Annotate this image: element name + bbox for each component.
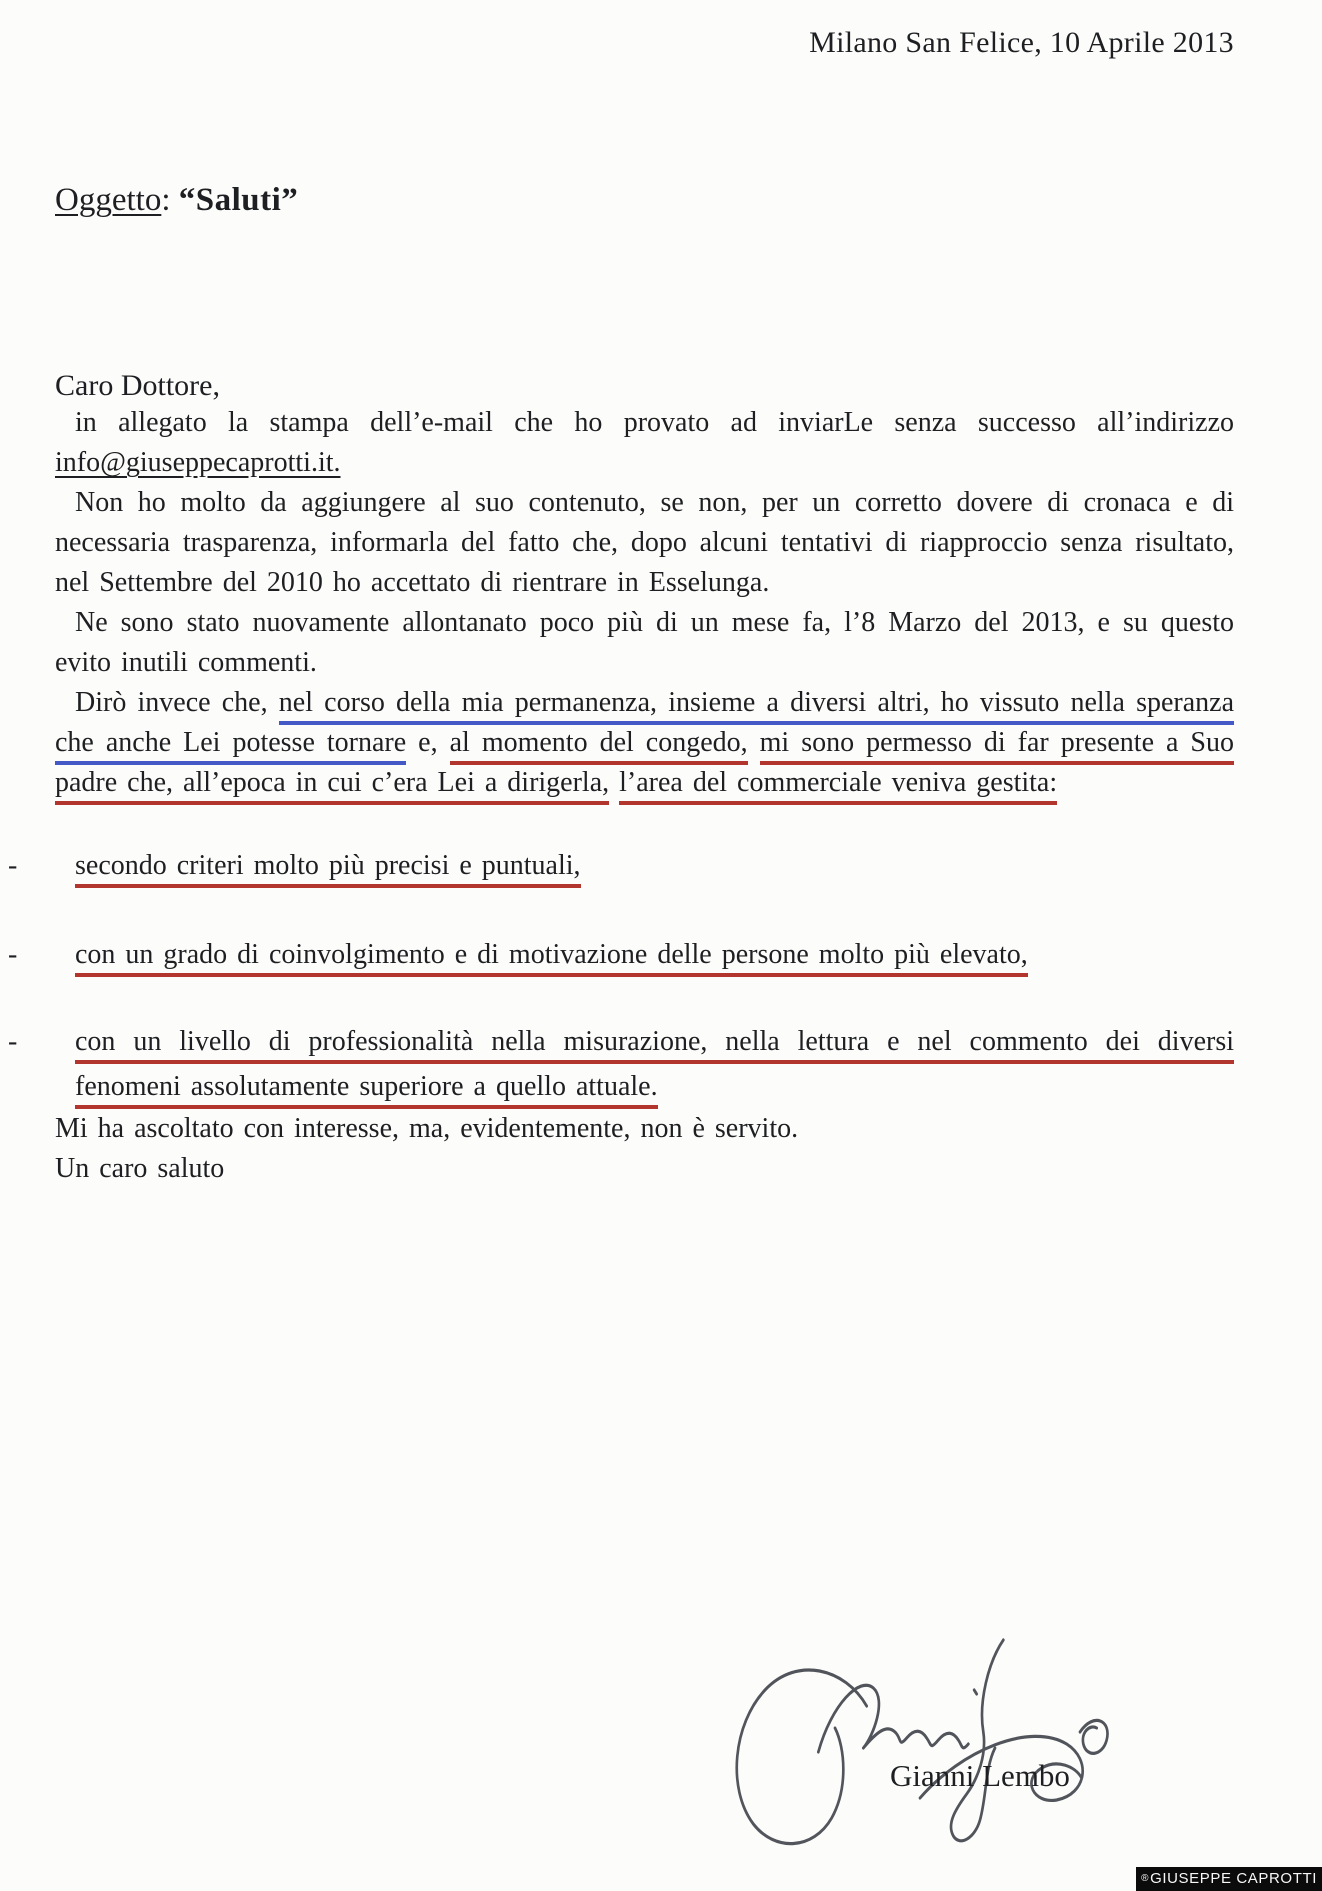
subject-label: Oggetto bbox=[55, 182, 162, 218]
watermark-badge bbox=[1136, 1867, 1322, 1891]
paragraph-attachment-text: in allegato la stampa dell’e-mail che ho provato ad inviarLe senza successo all’indirizzo bbox=[75, 407, 1234, 438]
salutation: Caro Dottore, bbox=[55, 369, 220, 402]
bullet-text-precisi: secondo criteri molto più precisi e puntuali, bbox=[75, 850, 581, 888]
remarks-plain-2: e, bbox=[406, 727, 450, 758]
watermark-text: GIUSEPPE CAPROTTI bbox=[1150, 1870, 1317, 1887]
paragraph-removal: Ne sono stato nuovamente allontanato poco più di un mese fa, l’8 Marzo del 2013, e su questo evito inutili commenti. bbox=[55, 607, 1234, 678]
remarks-space-1 bbox=[748, 727, 760, 758]
subject-separator: : bbox=[161, 182, 179, 218]
signature-scrawl-icon bbox=[720, 1628, 1120, 1863]
remarks-space-2 bbox=[609, 767, 619, 798]
remarks-red-underlined-3: l’area del commerciale veniva gestita: bbox=[619, 767, 1057, 805]
remarks-plain-1: Dirò invece che, bbox=[75, 687, 279, 718]
bullet-dash: - bbox=[8, 850, 18, 881]
bullet-item-professionalita bbox=[8, 1019, 1234, 1109]
bullet-text-professionalita: con un livello di professionalità nella misurazione, nella lettura e nel commento dei diversi fenomeni assolutamente superiore a quello attuale. bbox=[75, 1026, 1234, 1109]
signature-name: Gianni Lembo bbox=[890, 1758, 1070, 1793]
email-address: info@giuseppecaprotti.it. bbox=[55, 447, 341, 478]
bullet-dash: - bbox=[8, 939, 18, 970]
signature-area bbox=[720, 1628, 1160, 1868]
subject-value: “Saluti” bbox=[178, 182, 299, 218]
bullet-item-precisi bbox=[8, 843, 1234, 888]
paragraph-remarks bbox=[55, 683, 1234, 803]
bullet-item-coinvolgimento bbox=[8, 932, 1234, 977]
registered-mark-icon: ® bbox=[1141, 1873, 1150, 1884]
remarks-blue-underlined: nel corso della mia permanenza, insieme a diversi altri, ho vissuto nella speranza che anche Lei potesse tornare bbox=[55, 687, 1234, 765]
paragraph-attachment bbox=[55, 403, 1234, 483]
paragraph-listened: Mi ha ascoltato con interesse, ma, evidentemente, non è servito. bbox=[55, 1113, 799, 1144]
dateline: Milano San Felice, 10 Aprile 2013 bbox=[809, 26, 1234, 59]
remarks-red-underlined-1: al momento del congedo, bbox=[450, 727, 748, 765]
bullet-text-coinvolgimento: con un grado di coinvolgimento e di motivazione delle persone molto più elevato, bbox=[75, 939, 1028, 977]
subject-line bbox=[55, 182, 1234, 219]
bullet-dash: - bbox=[8, 1026, 18, 1057]
paragraph-context: Non ho molto da aggiungere al suo contenuto, se non, per un corretto dovere di cronaca e di necessaria trasparenza, informarla del fatto che, dopo alcuni tentativi di riapproccio senza risultato, nel Settembre del 2010 ho accettato di rientrare in Esselunga. bbox=[55, 487, 1234, 598]
remarks-red-underlined-2: mi sono permesso di far presente a Suo padre che, all’epoca in cui c’era Lei a dirigerla, bbox=[55, 727, 1234, 805]
closing-line: Un caro saluto bbox=[55, 1153, 225, 1184]
